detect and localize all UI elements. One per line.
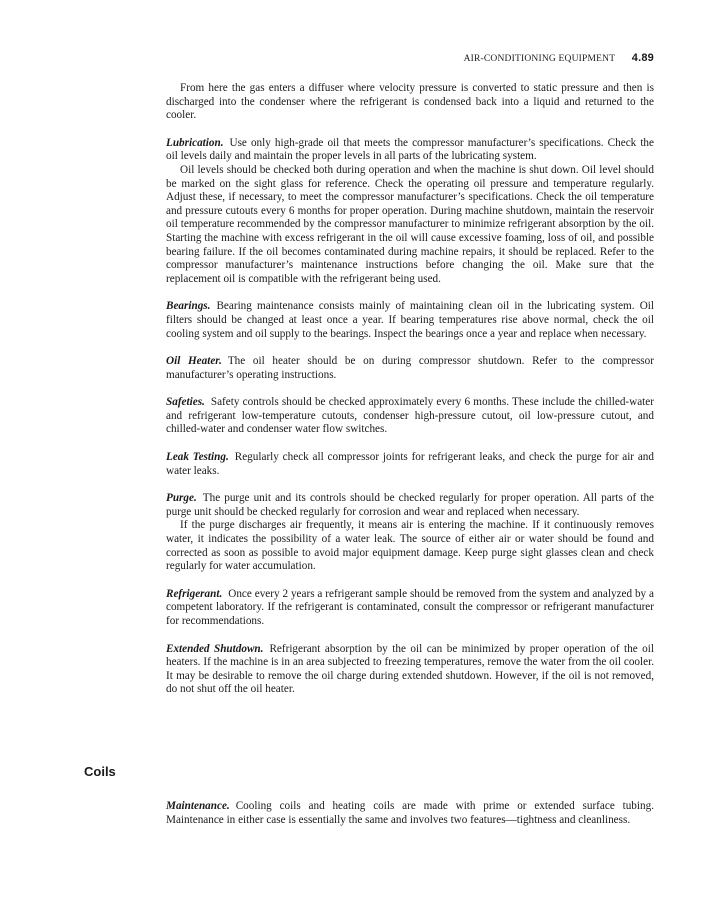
- purge-paragraph-1: [166, 492, 654, 519]
- extended-shutdown-text: Refrigerant absorption by the oil can be minimized by proper operation of the oil heaters. If the machine is in an area subjected to freezing temperatures, remove the water from the oil cooler. It may be desirable to remove the oil charge during extended shutdown. However, if the oil is not removed, do not shut off the oil heater.: [166, 642, 654, 696]
- running-header: [464, 52, 654, 64]
- refrigerant-heading: Refrigerant.: [166, 587, 223, 600]
- safeties-section: [166, 396, 654, 437]
- safeties-text: Safety controls should be checked approximately every 6 months. These include the chilled-water and refrigerant low-temperature cutouts, condenser high-pressure cutout, oil low-pressure cutout, and chilled-water and condenser water flow switches.: [166, 396, 654, 436]
- purge-heading: Purge.: [166, 492, 197, 505]
- oil-heater-section: [166, 355, 654, 382]
- lubrication-text-1: Use only high-grade oil that meets the compressor manufacturer’s specifications. Check the oil levels daily and maintain the proper levels in all parts of the lubricating system.: [166, 136, 654, 163]
- coils-section: [166, 789, 654, 839]
- coils-maintenance-paragraph: [166, 800, 654, 827]
- refrigerant-section: [166, 588, 654, 629]
- extended-shutdown-heading: Extended Shutdown.: [166, 642, 264, 655]
- oil-heater-text: The oil heater should be on during compressor shutdown. Refer to the compressor manufacturer’s operating instructions.: [166, 355, 654, 381]
- coils-maintenance-text: Cooling coils and heating coils are made with prime or extended surface tubing. Maintenance in either case is essentially the same and involves two features—tightness and cleanliness.: [166, 800, 654, 826]
- purge-paragraph-2: If the purge discharges air frequently, it means air is entering the machine. If it continuously removes water, it indicates the possibility of a water leak. The source of either air or water should be found and corrected as soon as possible to avoid major equipment damage. Keep purge sight glasses clean and check regularly for water accumulation.: [166, 519, 654, 573]
- leak-testing-text: Regularly check all compressor joints for refrigerant leaks, and check the purge for air and water leaks.: [166, 451, 654, 477]
- extended-shutdown-paragraph: [166, 643, 654, 697]
- bearings-text: Bearing maintenance consists mainly of maintaining clean oil in the lubricating system. Oil filters should be changed at least once a year. If bearing temperatures rise above normal, check the oil cooling system and oil supply to the bearings. Inspect the bearings once a year and replace when necessary.: [166, 300, 654, 340]
- intro-section: [166, 82, 654, 123]
- lubrication-section: [166, 137, 654, 287]
- bearings-section: [166, 300, 654, 341]
- coils-maintenance-heading: Maintenance.: [166, 800, 230, 813]
- purge-section: [166, 492, 654, 574]
- intro-paragraph: From here the gas enters a diffuser where velocity pressure is converted to static pressure and then is discharged into the condenser where the refrigerant is condensed back into a liquid and returned to the cooler.: [166, 82, 654, 122]
- lubrication-heading: Lubrication.: [166, 136, 224, 149]
- lubrication-paragraph-1: [166, 137, 654, 164]
- oil-heater-heading: Oil Heater.: [166, 355, 222, 368]
- header-title: AIR-CONDITIONING EQUIPMENT: [463, 54, 616, 64]
- refrigerant-text: Once every 2 years a refrigerant sample should be removed from the system and analyzed by a competent laboratory. If the refrigerant is contaminated, consult the compressor or refrigerant manufacturer for recommendations.: [166, 587, 654, 627]
- bearings-heading: Bearings.: [166, 300, 211, 313]
- lubrication-paragraph-2: Oil levels should be checked both during operation and when the machine is shut down. Oil level should be marked on the sight glass for reference. Check the operating oil pressure and temperature regularly. Adjust these, if necessary, to meet the compressor manufacturer’s specifications. Check the oil temperature and pressure cutouts every 6 months for proper operation. During machine shutdown, maintain the reservoir oil temperature recommended by the compressor manufacturer to minimize refrigerant absorption by the oil. Starting the machine with excess refrigerant in the oil will cause excessive foaming, loss of oil, and possible bearing failure. If the oil becomes contaminated during machine repairs, it should be replaced. Refer to the compressor manufacturer’s maintenance instructions before changing the oil. Make sure that the replacement oil is compatible with the refrigerant being used.: [166, 163, 654, 285]
- page-body: [166, 82, 654, 711]
- coils-heading: Coils: [84, 764, 116, 779]
- safeties-paragraph: [166, 396, 654, 437]
- leak-testing-paragraph: [166, 451, 654, 478]
- leak-testing-section: [166, 451, 654, 478]
- oil-heater-paragraph: [166, 355, 654, 382]
- safeties-heading: Safeties.: [166, 396, 205, 409]
- extended-shutdown-section: [166, 643, 654, 697]
- refrigerant-paragraph: [166, 588, 654, 629]
- page-number: 4.89: [631, 52, 654, 64]
- bearings-paragraph: [166, 300, 654, 341]
- purge-text-1: The purge unit and its controls should be checked regularly for proper operation. All parts of the purge unit should be checked regularly for corrosion and wear and replaced when necessary.: [166, 492, 654, 518]
- leak-testing-heading: Leak Testing.: [166, 451, 229, 464]
